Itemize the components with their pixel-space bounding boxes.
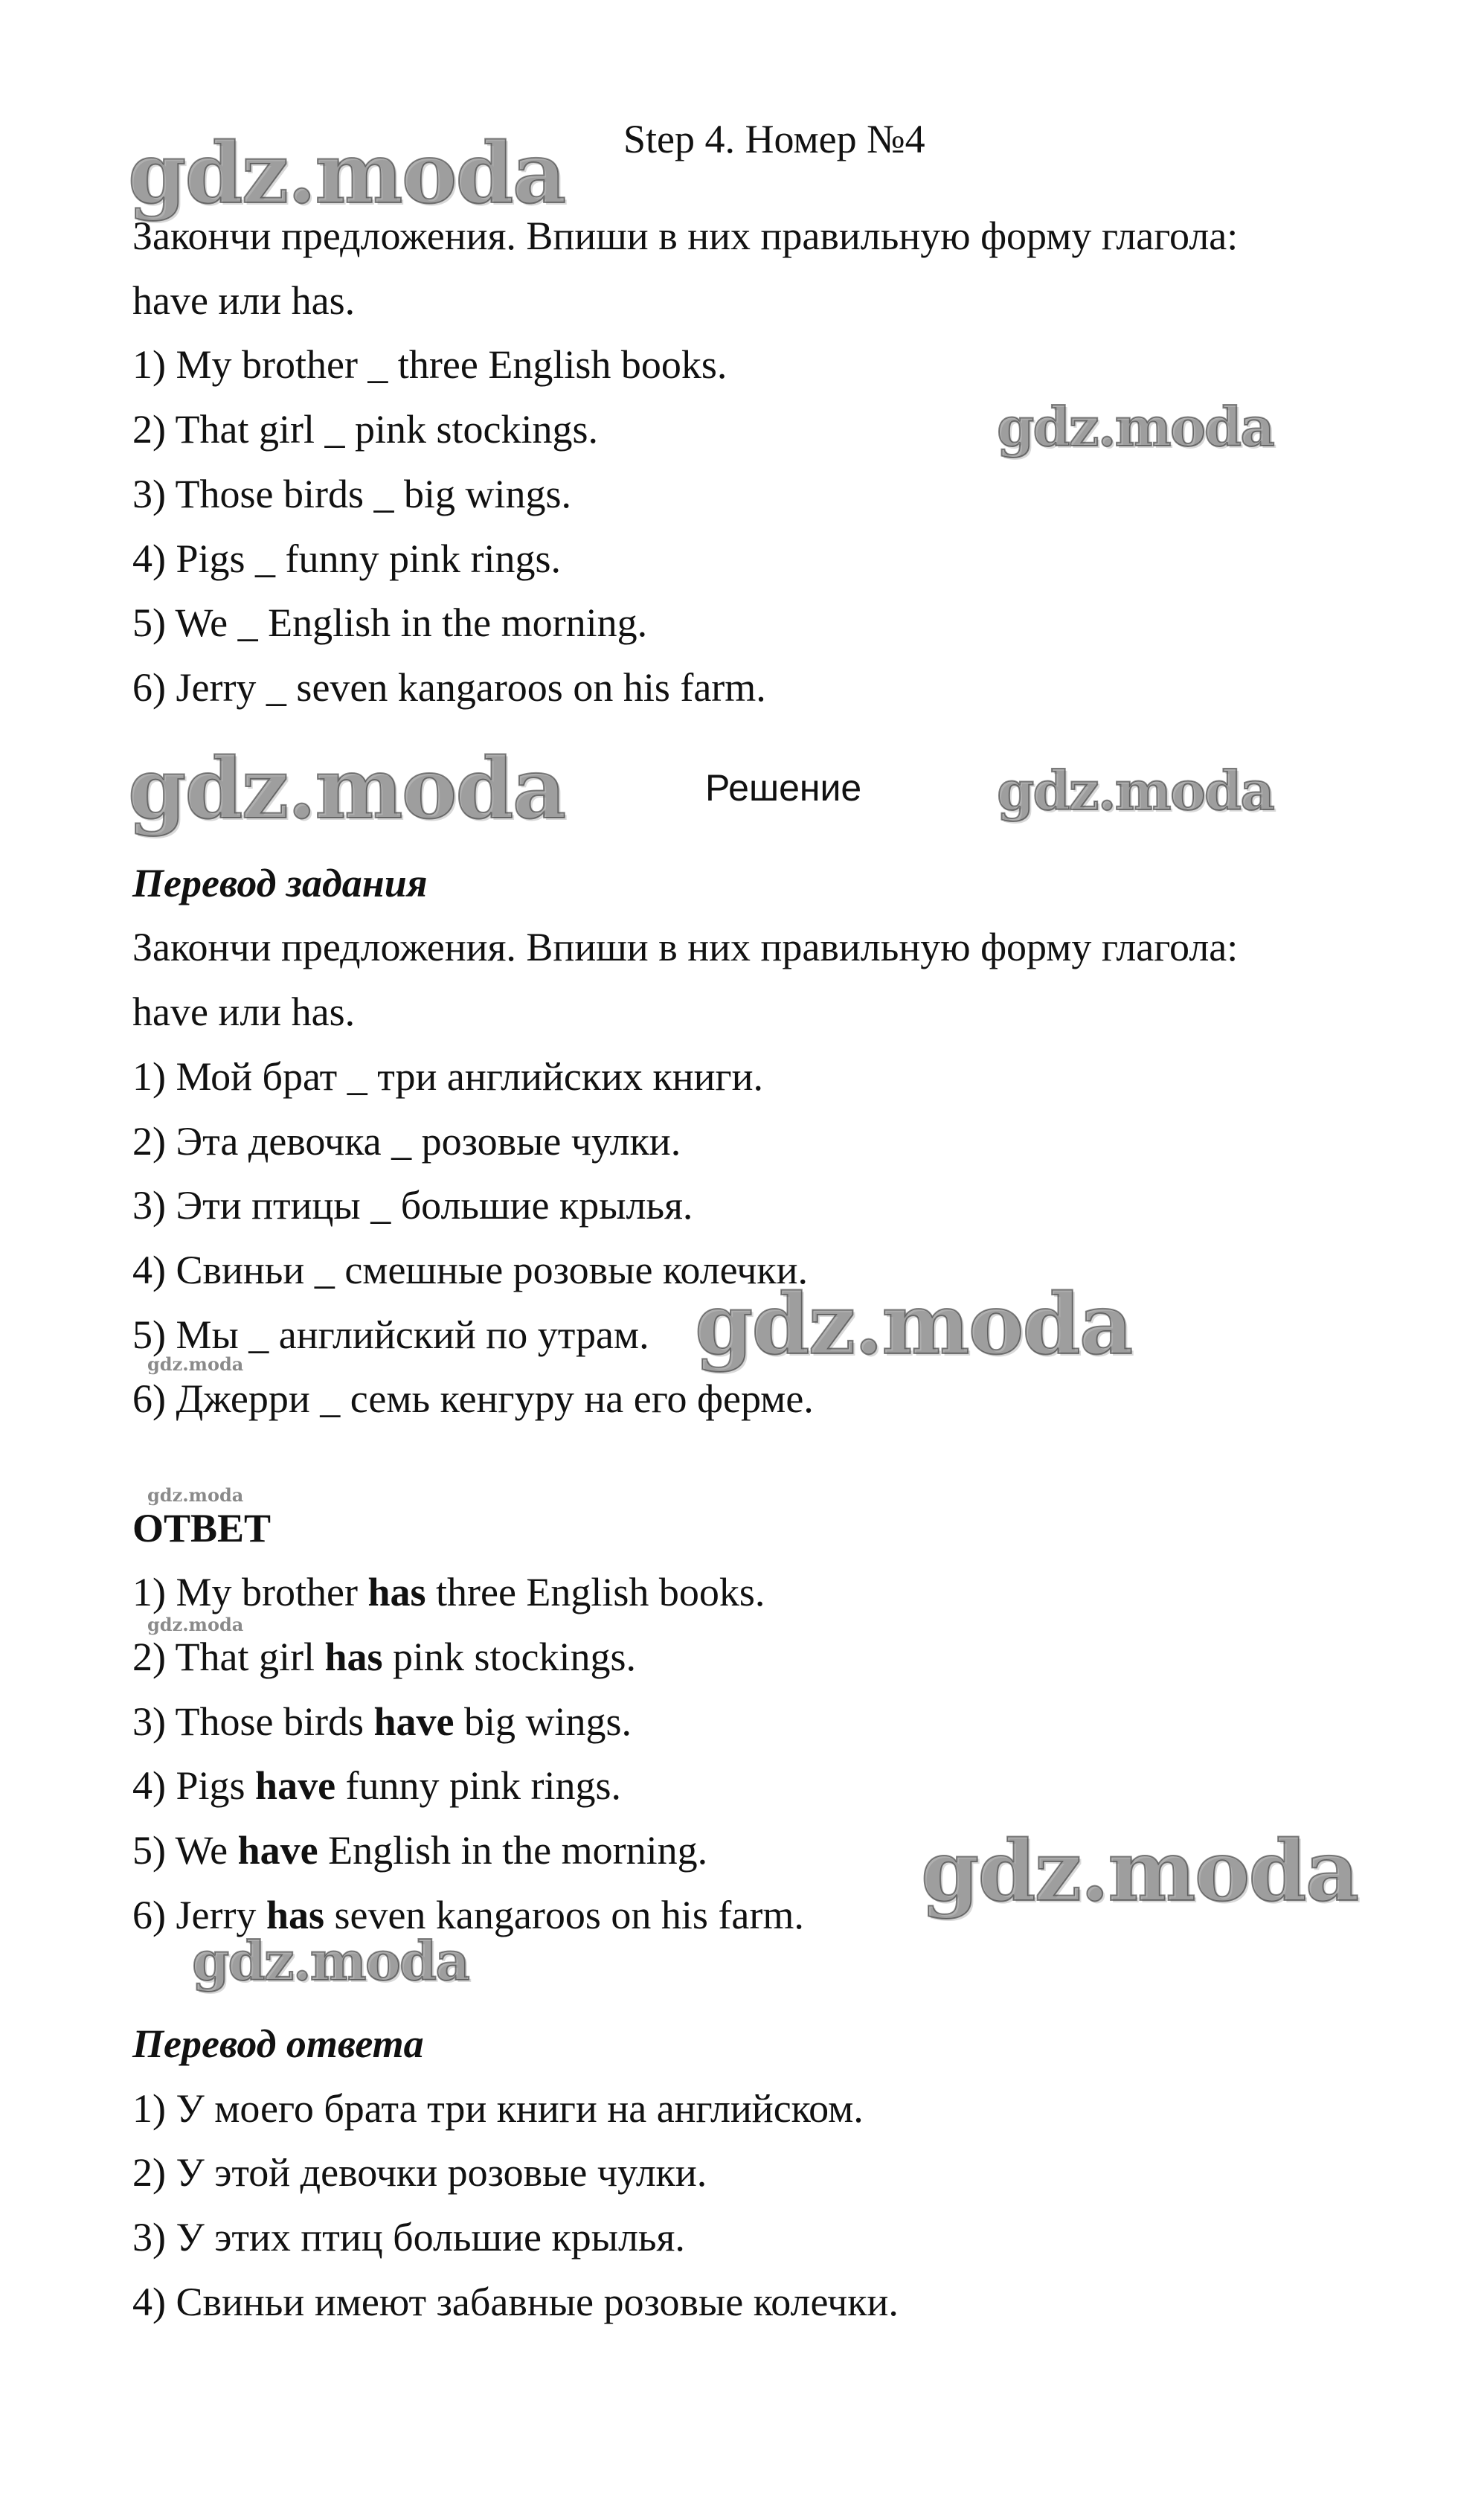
task-instruction: Закончи предложения. Впиши в них правильную форму глагола: [132, 214, 1239, 258]
answer-line [132, 1895, 804, 1935]
translation-sentence: 5) Мы _ английский по утрам. [132, 1312, 649, 1357]
watermark-logo-small: gdz.moda [147, 1353, 244, 1375]
watermark-logo-small: gdz.moda [147, 1614, 244, 1635]
answer-translation-line: 1) У моего брата три книги на английском. [132, 2086, 864, 2131]
task-sentence: 2) That girl _ pink stockings. [132, 407, 598, 452]
task-instruction: have или has. [132, 278, 356, 323]
answer-verb: have [373, 1699, 454, 1744]
task-sentence: 4) Pigs _ funny pink rings. [132, 536, 562, 581]
answer-line [132, 1572, 765, 1612]
answer-text: 4) Pigs [132, 1763, 256, 1808]
answer-line [132, 1699, 632, 1744]
answer-text: English in the morning. [318, 1828, 708, 1873]
watermark-logo: gdz.moda [695, 1276, 1132, 1373]
answer-verb: has [324, 1635, 383, 1679]
answer-text: big wings. [454, 1699, 632, 1744]
answer-line [132, 1828, 708, 1873]
solution-label: Решение [705, 767, 862, 809]
translation-instruction: Закончи предложения. Впиши в них правильную форму глагола: [132, 925, 1239, 969]
answer-text: 5) We [132, 1828, 238, 1873]
page-title: Step 4. Номер №4 [623, 117, 925, 161]
answer-translation-line: 2) У этой девочки розовые чулки. [132, 2150, 707, 2195]
answer-verb: has [266, 1893, 324, 1937]
answer-verb: has [367, 1570, 426, 1614]
answer-text: seven kangaroos on his farm. [324, 1893, 804, 1937]
answer-text: 3) Those birds [132, 1699, 374, 1744]
watermark-logo-small: gdz.moda [147, 1484, 244, 1506]
answer-text: 1) My brother [132, 1570, 368, 1614]
watermark-logo: gdz.moda [128, 125, 565, 222]
translation-sentence: 6) Джерри _ семь кенгуру на его ферме. [132, 1376, 814, 1421]
answer-heading: ОТВЕТ [132, 1506, 272, 1550]
answer-verb: have [255, 1763, 336, 1808]
translation-sentence: 3) Эти птицы _ большие крылья. [132, 1183, 693, 1228]
translation-sentence: 1) Мой брат _ три английских книги. [132, 1054, 764, 1099]
watermark-logo: gdz.moda [997, 395, 1273, 458]
answer-text: three English books. [425, 1570, 765, 1614]
answer-translation-heading: Перевод ответа [132, 2021, 424, 2066]
answer-line [132, 1765, 621, 1806]
answer-text: 6) Jerry [132, 1893, 266, 1937]
answer-verb: have [237, 1828, 318, 1873]
task-sentence: 1) My brother _ three English books. [132, 342, 727, 387]
watermark-logo: gdz.moda [921, 1823, 1358, 1920]
answer-translation-line: 3) У этих птиц большие крылья. [132, 2215, 685, 2260]
answer-line [132, 1637, 636, 1677]
answer-text: funny pink rings. [335, 1763, 622, 1808]
task-sentence: 6) Jerry _ seven kangaroos on his farm. [132, 665, 766, 710]
translation-instruction: have или has. [132, 990, 356, 1034]
translation-sentence: 2) Эта девочка _ розовые чулки. [132, 1119, 681, 1164]
translation-heading: Перевод задания [132, 861, 428, 905]
answer-text: 2) That girl [132, 1635, 325, 1679]
translation-sentence: 4) Свиньи _ смешные розовые колечки. [132, 1248, 809, 1292]
answer-translation-line: 4) Свиньи имеют забавные розовые колечки. [132, 2280, 899, 2324]
watermark-logo: gdz.moda [997, 759, 1273, 822]
watermark-logo: gdz.moda [128, 740, 565, 838]
watermark-logo: gdz.moda [192, 1929, 469, 1992]
task-sentence: 5) We _ English in the morning. [132, 600, 648, 645]
task-sentence: 3) Those birds _ big wings. [132, 472, 571, 516]
answer-text: pink stockings. [382, 1635, 637, 1679]
